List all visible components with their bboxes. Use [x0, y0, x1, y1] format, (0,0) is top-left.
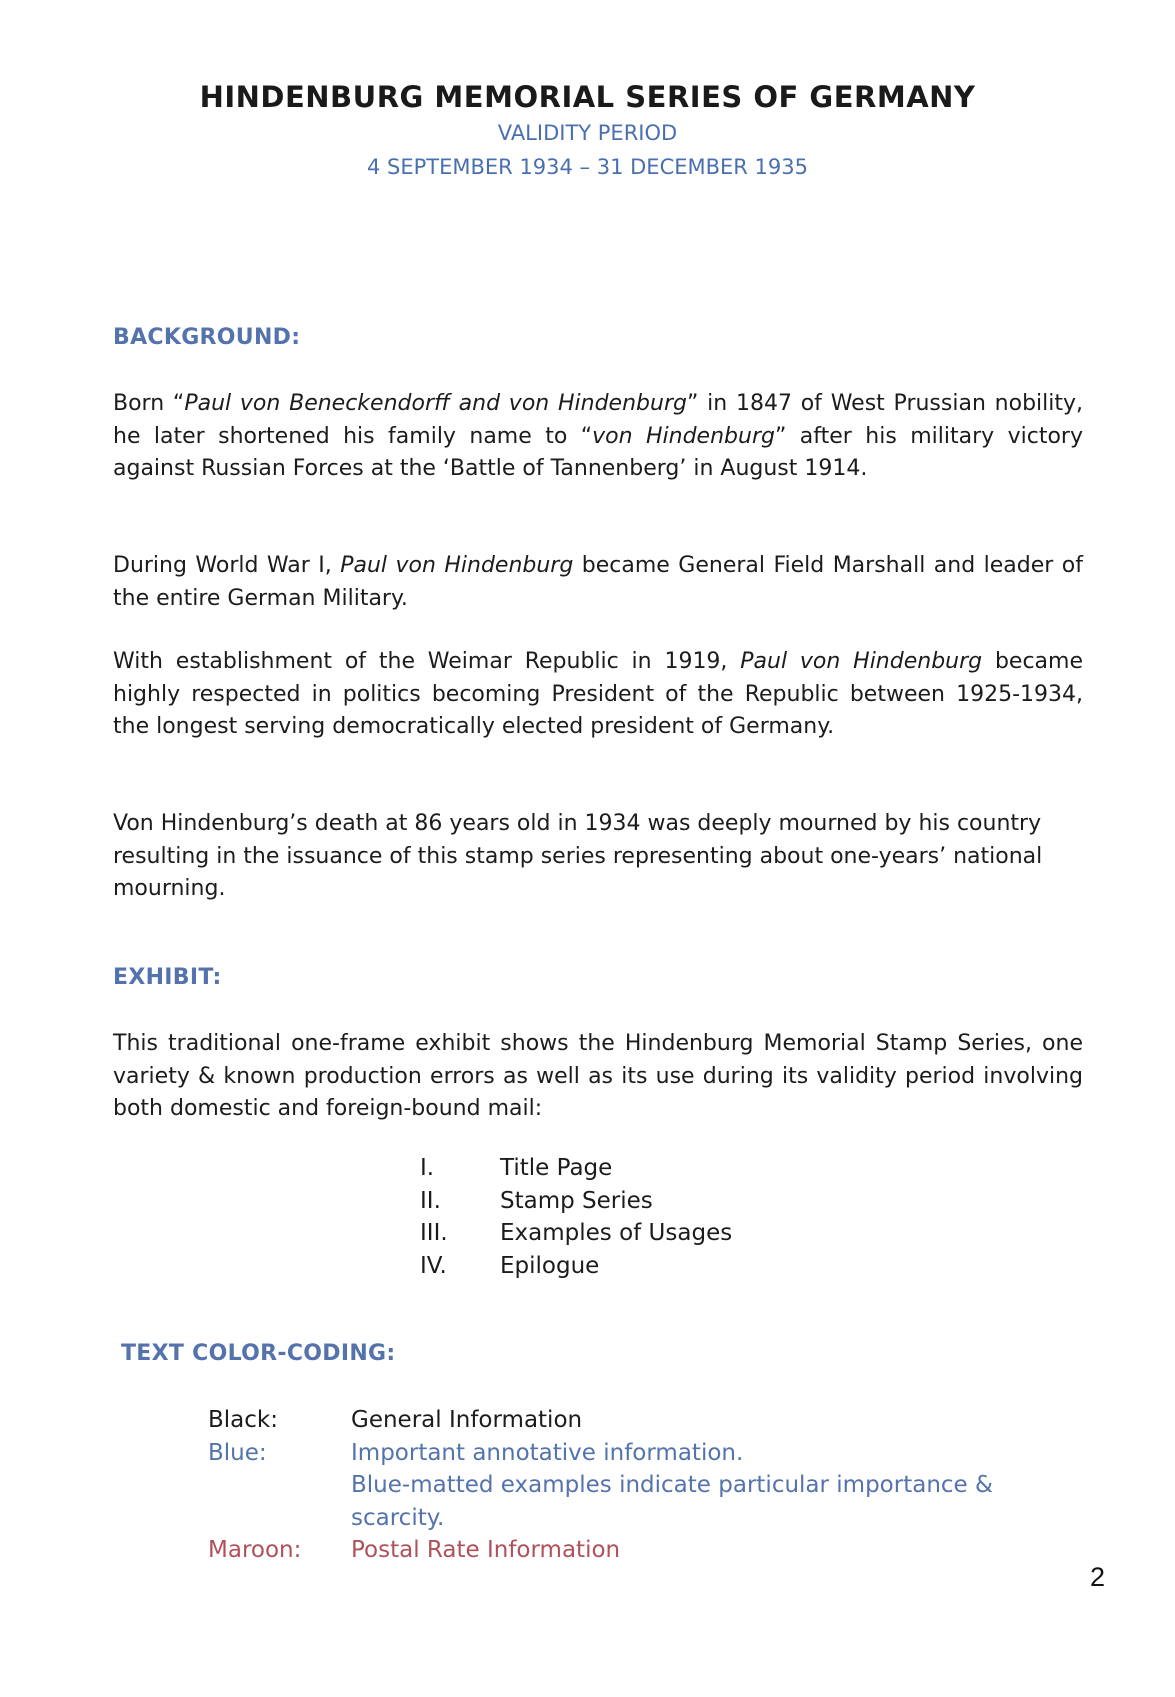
legend-key-maroon: Maroon: — [208, 1537, 302, 1563]
text-run: became highly respected in politics becoming President of the Republic between 1925-1934, the longest serving democratically elected president of Germany. — [113, 649, 1083, 739]
list-item-number: III. — [420, 1220, 448, 1246]
list-item-label: Examples of Usages — [500, 1220, 733, 1246]
background-heading: BACKGROUND: — [113, 325, 301, 350]
page-title: HINDENBURG MEMORIAL SERIES OF GERMANY — [199, 80, 976, 114]
text-run: With establishment of the Weimar Republic in 1919, — [113, 649, 741, 674]
italic-name: Paul von Beneckendorff and von Hindenburg — [184, 391, 687, 416]
text-run: ” in 1847 of West Prussian nobility, he later shortened his family name to “ — [113, 391, 1084, 449]
page-header — [0, 80, 1175, 182]
text-run: ” after his military victory against Russian Forces at the ‘Battle of Tannenberg’ in August 1914. — [113, 423, 1083, 481]
background-paragraph-2 — [113, 550, 1083, 615]
exhibit-heading: EXHIBIT: — [113, 965, 222, 990]
validity-period-dates: 4 SEPTEMBER 1934 – 31 DECEMBER 1935 — [366, 155, 809, 179]
list-item — [420, 1152, 732, 1185]
legend-row-blue-continued — [208, 1469, 1071, 1534]
exhibit-paragraph: This traditional one-frame exhibit shows the Hindenburg Memorial Stamp Series, one variety & known production errors as well as its use during its validity period involving both domestic and foreign-bound mail: — [113, 1031, 1083, 1121]
list-item-label: Stamp Series — [500, 1187, 653, 1214]
legend-key-blue: Blue: — [208, 1439, 267, 1466]
text-run: During World War I, — [113, 553, 341, 578]
exhibit-contents-list — [420, 1152, 732, 1282]
list-item-number: II. — [420, 1187, 441, 1214]
legend-row-blue — [208, 1437, 1071, 1470]
list-item-number: I. — [420, 1155, 435, 1181]
legend-value-black: General Information — [351, 1407, 583, 1433]
legend-value-blue: Important annotative information. — [351, 1439, 744, 1466]
legend-key-black: Black: — [208, 1407, 278, 1433]
background-paragraph-3 — [113, 646, 1083, 744]
legend-row-black — [208, 1404, 1071, 1437]
color-coding-legend — [208, 1404, 1071, 1567]
legend-row-maroon — [208, 1534, 1071, 1567]
italic-name: von Hindenburg — [592, 423, 775, 449]
list-item-label: Title Page — [500, 1155, 613, 1181]
legend-value-blue-note: Blue-matted examples indicate particular importance & scarcity. — [351, 1472, 993, 1531]
text-run: Born “ — [113, 391, 185, 416]
legend-value-maroon: Postal Rate Information — [351, 1537, 621, 1563]
text-run: became General Field Marshall and leader of the entire German Military. — [113, 553, 1083, 611]
italic-name: Paul von Hindenburg — [740, 649, 983, 674]
italic-name: Paul von Hindenburg — [340, 553, 574, 578]
legend-key-spacer — [208, 1469, 351, 1534]
validity-period-label: VALIDITY PERIOD — [497, 121, 678, 145]
list-item — [420, 1250, 732, 1283]
list-item — [420, 1217, 732, 1250]
color-coding-heading: TEXT COLOR-CODING: — [121, 1341, 396, 1366]
background-paragraph-1 — [113, 388, 1083, 486]
list-item — [420, 1185, 732, 1218]
list-item-label: Epilogue — [500, 1252, 600, 1279]
page-number: 2 — [1090, 1562, 1106, 1592]
list-item-number: IV. — [420, 1252, 447, 1279]
background-paragraph-4: Von Hindenburg’s death at 86 years old in 1934 was deeply mourned by his country resulting in the issuance of this stamp series representing about one-years’ national mourning. — [113, 811, 1043, 901]
